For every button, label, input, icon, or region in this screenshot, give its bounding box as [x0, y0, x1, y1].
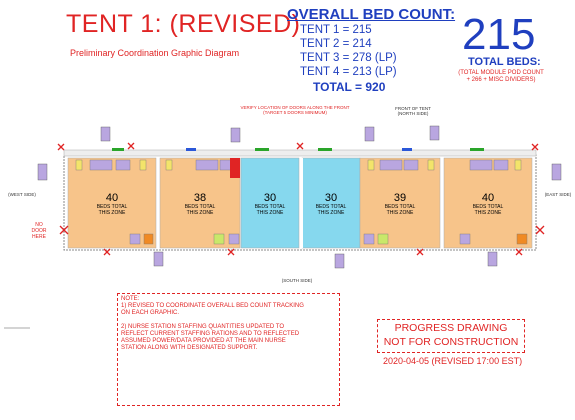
zone-3-label2: THIS ZONE: [256, 210, 284, 216]
bottom-block: [214, 234, 224, 244]
yellow-tag: [428, 160, 434, 170]
no-door-note: [24, 222, 54, 240]
note-line3: 2) NURSE STATION STAFFING QUANTITIES UPDATED TO: [121, 324, 285, 330]
bottom-block: [517, 234, 527, 244]
verify-doors-note: [210, 105, 380, 115]
yellow-tag: [368, 160, 374, 170]
door-block-top: [430, 126, 439, 140]
door-block-top: [365, 127, 374, 141]
progress-stamp-line1: PROGRESS DRAWING: [394, 322, 508, 334]
zone-5-beds: 39: [393, 192, 407, 204]
zone-1: [68, 192, 156, 216]
door-block-bottom: [335, 254, 344, 268]
no-door-line2: DOOR: [31, 228, 47, 234]
blue-mark: [402, 148, 412, 151]
verify-note-line1: VERIFY LOCATION OF DOORS ALONG THE FRONT: [240, 105, 350, 110]
total-beds-label: TOTAL BEDS:: [468, 56, 541, 68]
page-title: TENT 1: (REVISED): [66, 10, 301, 38]
zone-6-label1: BEDS TOTAL: [472, 204, 504, 210]
zone-1-beds: 40: [105, 192, 119, 204]
east-side-block: [552, 164, 561, 180]
zone-6-label2: THIS ZONE: [474, 210, 502, 216]
green-mark: [112, 148, 124, 151]
front-label-line2: (NORTH SIDE): [397, 111, 429, 116]
west-side-block: [38, 164, 47, 180]
green-mark: [470, 148, 484, 151]
tent-top-strip: [64, 150, 536, 156]
zone-5-label2: THIS ZONE: [386, 210, 414, 216]
zone-2-beds: 38: [193, 192, 207, 204]
front-label-line1: FRONT OF TENT: [395, 106, 431, 111]
tent-2-count: TENT 2 = 214: [300, 38, 372, 50]
front-of-tent-label: [388, 106, 438, 116]
door-block-bottom: [154, 252, 163, 266]
blue-mark: [186, 148, 196, 151]
yellow-tag: [166, 160, 172, 170]
zone-6: [444, 192, 532, 216]
verify-note-line2: (TARGET 5 DOORS MINIMUM): [263, 110, 327, 115]
bottom-block: [130, 234, 140, 244]
nurse-station-block: [380, 160, 402, 170]
east-side-label: (EAST SIDE): [544, 192, 572, 197]
zone-6-beds: 40: [481, 192, 495, 204]
note-line2: ON EACH GRAPHIC.: [121, 310, 180, 316]
note-text: [121, 296, 335, 352]
progress-stamp-line2: NOT FOR CONSTRUCTION: [383, 336, 519, 348]
page-subtitle: Preliminary Coordination Graphic Diagram: [70, 48, 240, 58]
note-heading: NOTE:: [121, 296, 140, 302]
bottom-block: [378, 234, 388, 244]
zone-4-beds: 30: [324, 192, 338, 204]
bottom-block: [364, 234, 374, 244]
support-block: [404, 160, 418, 170]
nurse-station-block: [196, 160, 218, 170]
zone-2-label2: THIS ZONE: [186, 210, 214, 216]
support-block: [494, 160, 508, 170]
yellow-tag: [515, 160, 521, 170]
bottom-block: [460, 234, 470, 244]
door-block-bottom: [488, 252, 497, 266]
door-block-top: [231, 128, 240, 142]
note-line1: 1) REVISED TO COORDINATE OVERALL BED COUNT TRACKING: [121, 303, 304, 309]
bottom-block: [144, 234, 153, 244]
zone-2: [160, 192, 240, 216]
zone-4: [302, 192, 360, 216]
note-line5: ASSUMED POWER/DATA PROVIDED AT THE MAIN NURSE: [121, 338, 286, 344]
zone-3-beds: 30: [263, 192, 277, 204]
zone-4-label1: BEDS TOTAL: [315, 204, 347, 210]
zone-5-label1: BEDS TOTAL: [384, 204, 416, 210]
total-beds-note-line2: + 266 + MISC DIVIDERS): [466, 77, 536, 83]
total-beds-note-line1: (TOTAL MODULE POD COUNT: [458, 70, 544, 76]
tent-1-count: TENT 1 = 215: [300, 24, 372, 36]
west-side-label: (WEST SIDE): [8, 192, 36, 197]
zone-3: [241, 192, 299, 216]
no-door-line3: HERE: [32, 234, 46, 240]
green-mark: [318, 148, 332, 151]
zone-3-label1: BEDS TOTAL: [254, 204, 286, 210]
tent-4-count: TENT 4 = 213 (LP): [300, 66, 397, 78]
tent-3-count: TENT 3 = 278 (LP): [300, 52, 397, 64]
south-side-label: (SOUTH SIDE): [281, 278, 313, 283]
bottom-block: [229, 234, 239, 244]
zone-1-label2: THIS ZONE: [98, 210, 126, 216]
support-block: [116, 160, 130, 170]
note-line4: REFLECT CURRENT STAFFING RATIONS AND TO REFLECTED: [121, 331, 300, 337]
total-beds-number: 215: [462, 10, 536, 59]
note-line6: STATION ALONG WITH DESIGNATED SUPPORT.: [121, 345, 258, 351]
zone-2-label1: BEDS TOTAL: [184, 204, 216, 210]
green-mark: [255, 148, 269, 151]
yellow-tag: [76, 160, 82, 170]
bed-count-total: TOTAL = 920: [313, 80, 386, 94]
red-block: [230, 158, 240, 178]
zone-5: [360, 192, 440, 216]
zone-1-label1: BEDS TOTAL: [96, 204, 128, 210]
door-block-top: [101, 127, 110, 141]
nurse-station-block: [470, 160, 492, 170]
revision-date: 2020-04-05 (REVISED 17:00 EST): [383, 356, 523, 366]
yellow-tag: [140, 160, 146, 170]
nurse-station-block: [90, 160, 112, 170]
bed-count-title: OVERALL BED COUNT:: [287, 6, 456, 23]
no-door-line1: NO: [35, 222, 43, 228]
zone-4-label2: THIS ZONE: [317, 210, 345, 216]
